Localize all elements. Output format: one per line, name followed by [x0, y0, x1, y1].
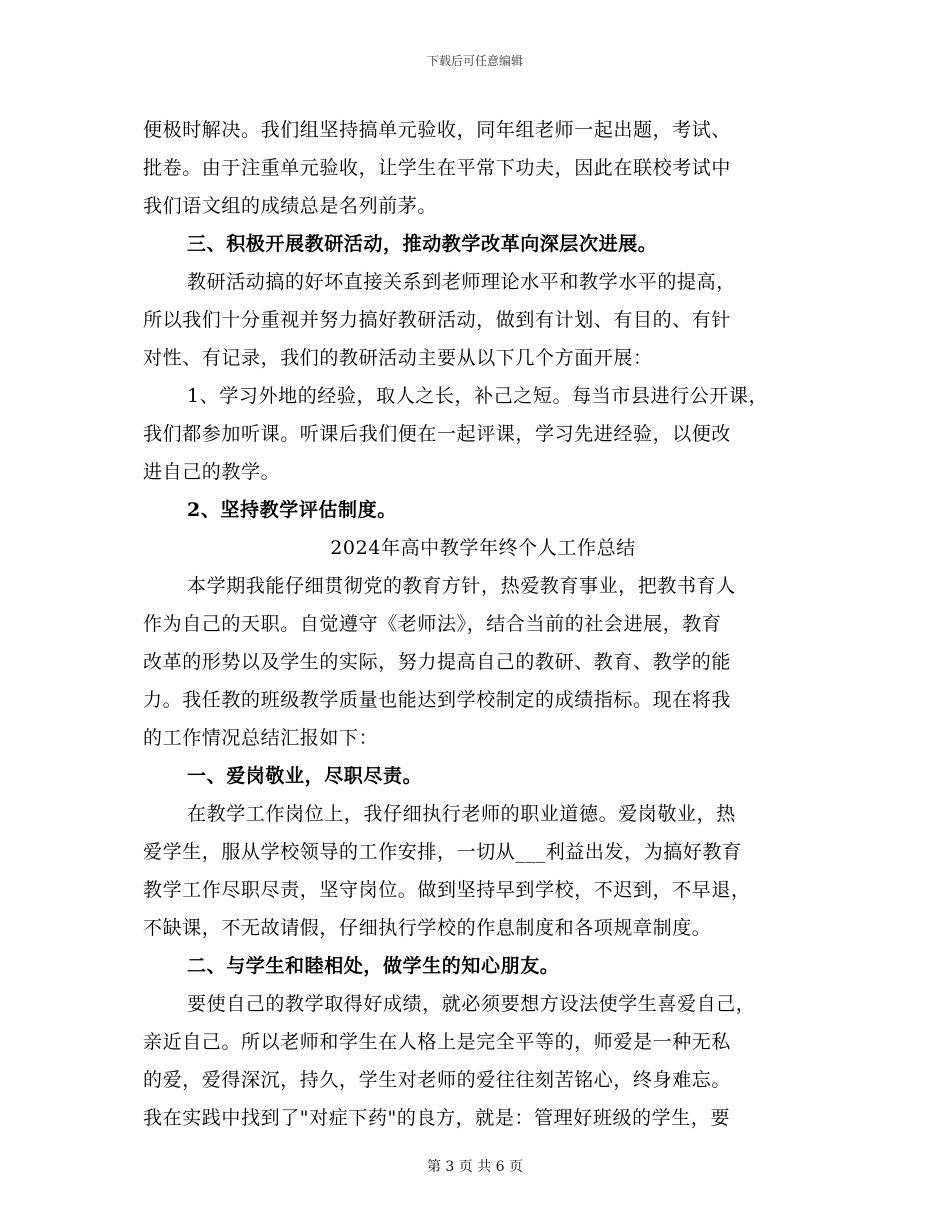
paragraph-line: 所以我们十分重视并努力搞好教研活动，做到有计划、有目的、有针	[143, 309, 732, 331]
page-header: 下载后可任意编辑	[426, 54, 523, 68]
paragraph-line: 力。我任教的班级教学质量也能达到学校制定的成绩指标。现在将我	[143, 689, 732, 711]
paragraph-line: 的工作情况总结汇报如下：	[143, 727, 379, 749]
paragraph-line: 的爱，爱得深沉，持久，学生对老师的爱往往刻苦铭心，终身难忘。	[143, 1069, 732, 1091]
paragraph-line: 亲近自己。所以老师和学生在人格上是完全平等的，师爱是一种无私	[143, 1031, 732, 1053]
paragraph-line: 便极时解决。我们组坚持搞单元验收，同年组老师一起出题，考试、	[143, 119, 732, 141]
paragraph-line: 改革的形势以及学生的实际，努力提高自己的教研、教育、教学的能	[143, 651, 732, 673]
paragraph-line: 作为自己的天职。自觉遵守《老师法》，结合当前的社会进展，教育	[143, 613, 722, 635]
paragraph-line: 教研活动搞的好坏直接关系到老师理论水平和教学水平的提高，	[187, 271, 736, 293]
paragraph-line: 批卷。由于注重单元验收，让学生在平常下功夫，因此在联校考试中	[143, 157, 732, 179]
paragraph-line: 要使自己的教学取得好成绩，就必须要想方设法使学生喜爱自己，	[187, 993, 756, 1015]
paragraph-line: 对性、有记录，我们的教研活动主要从以下几个方面开展：	[143, 347, 653, 369]
paragraph-line: 在教学工作岗位上，我仔细执行老师的职业道德。爱岗敬业，热	[187, 803, 736, 825]
paragraph-line: 爱学生，服从学校领导的工作安排，一切从___利益出发，为搞好教育	[143, 841, 742, 863]
section-heading: 三、积极开展教研活动，推动教学改革向深层次进展。	[187, 233, 658, 255]
paragraph-line: 我们都参加听课。听课后我们便在一起评课，学习先进经验，以便改	[143, 423, 732, 445]
paragraph-line: 教学工作尽职尽责，坚守岗位。做到坚持早到学校，不迟到，不早退，	[143, 879, 751, 901]
document-title: 2024年高中教学年终个人工作总结	[330, 537, 636, 559]
page-footer: 第 3 页 共 6 页	[426, 1159, 524, 1175]
section-heading: 二、与学生和睦相处，做学生的知心朋友。	[187, 955, 560, 977]
paragraph-line: 我们语文组的成绩总是名列前茅。	[143, 195, 438, 217]
paragraph-line: 1、学习外地的经验，取人之长，补己之短。每当市县进行公开课，	[187, 385, 769, 407]
document-body	[143, 111, 823, 1137]
section-heading: 一、爱岗敬业，尽职尽责。	[187, 765, 423, 787]
paragraph-line: 不缺课，不无故请假，仔细执行学校的作息制度和各项规章制度。	[143, 917, 712, 939]
paragraph-line: 本学期我能仔细贯彻党的教育方针，热爱教育事业，把教书育人	[187, 575, 736, 597]
paragraph-line: 进自己的教学。	[143, 461, 281, 483]
section-heading: 2、坚持教学评估制度。	[187, 499, 397, 521]
paragraph-line: 我在实践中找到了"对症下药"的良方，就是：管理好班级的学生，要	[143, 1107, 731, 1129]
